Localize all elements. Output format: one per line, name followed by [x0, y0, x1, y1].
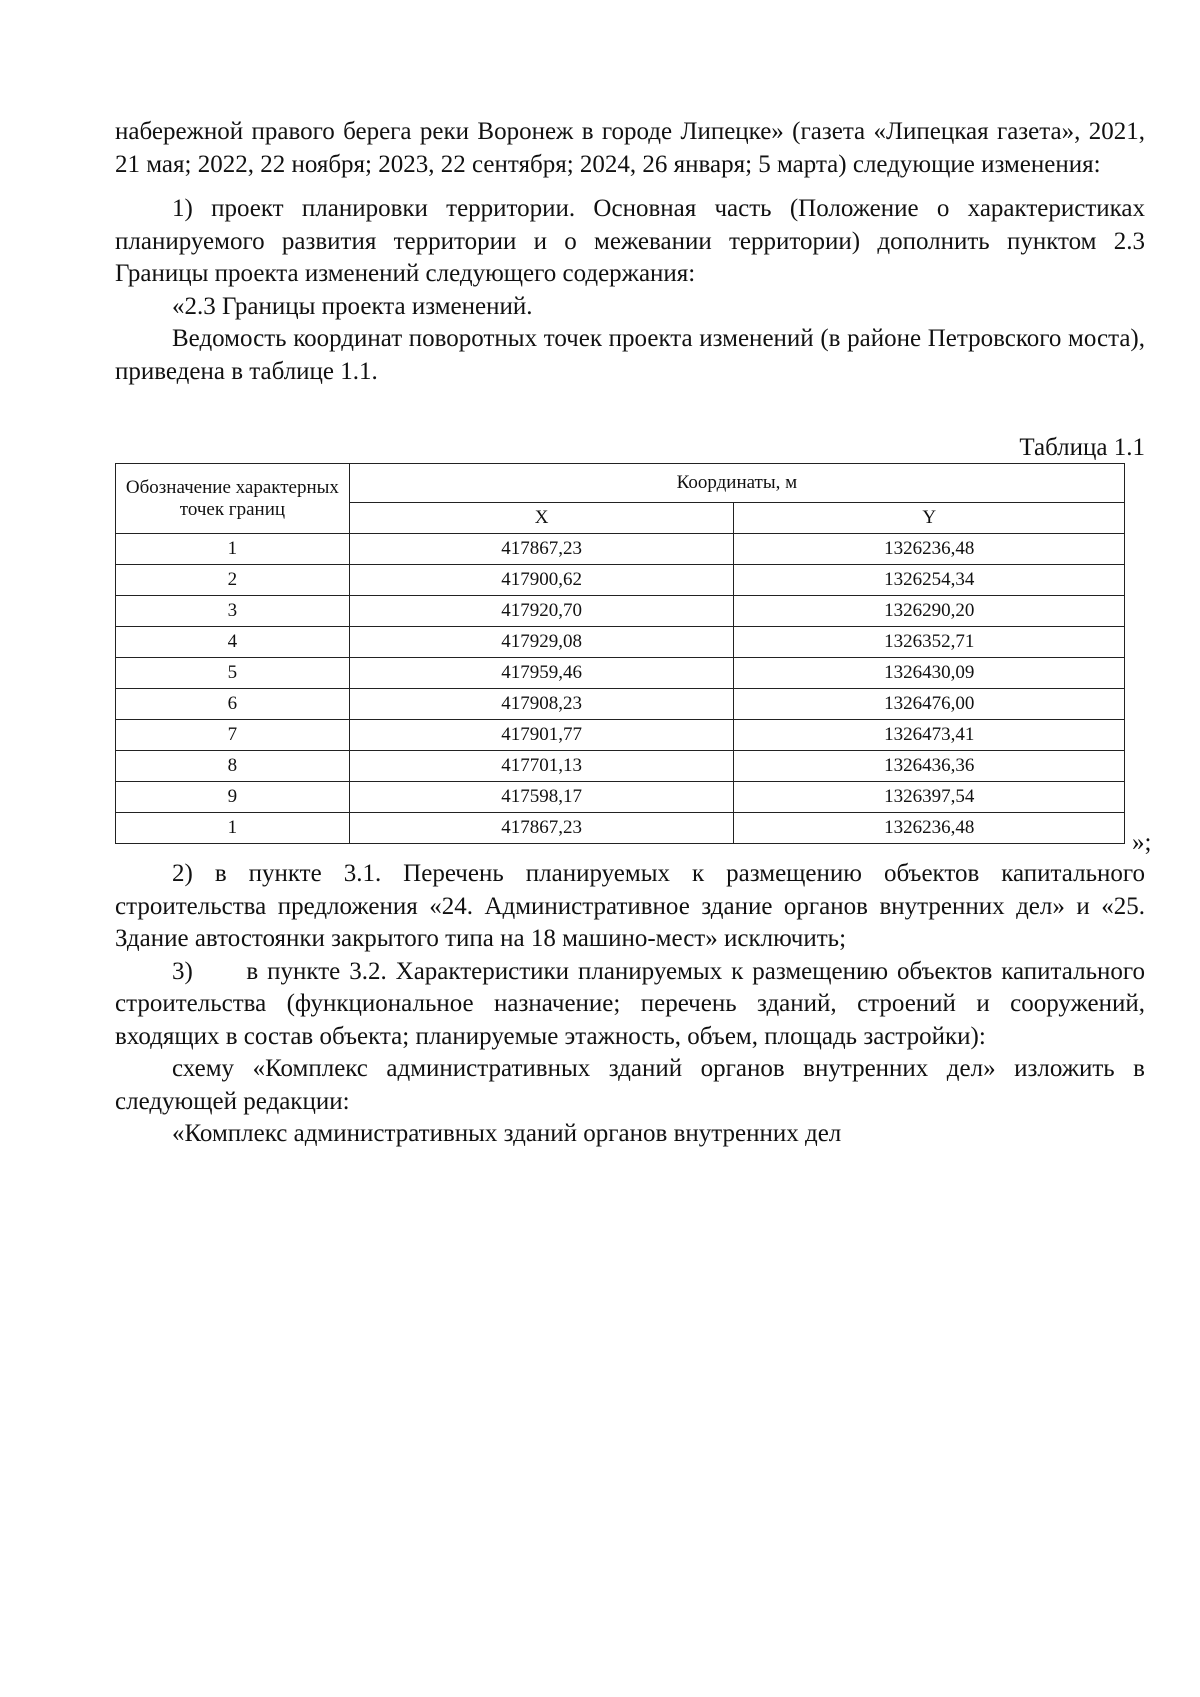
item2-paragraph: 2) в пункте 3.1. Перечень планируемых к размещению объектов капитального строительства предложения «24. Административное здание органов внутренних дел» и «25. Здание автостоянки закрытого типа на 18 машино-мест» исключить; [115, 860, 1145, 952]
y-coordinate-cell: 1326476,00 [734, 689, 1125, 720]
coordinates-table [115, 463, 1125, 844]
point-number-cell: 3 [116, 596, 350, 627]
x-coordinate-cell: 417901,77 [349, 720, 734, 751]
table-row [116, 813, 1125, 844]
x-coordinate-cell: 417598,17 [349, 782, 734, 813]
paragraph-gap [115, 181, 1145, 193]
intro-paragraph: набережной правого берега реки Воронеж в городе Липецке» (газета «Липецкая газета», 2021, 21 мая; 2022, 22 ноября; 2023, 22 сентября; 2024, 26 января; 5 марта) следующие изменения: [115, 118, 1145, 178]
table-row [116, 751, 1125, 782]
x-coordinate-cell: 417908,23 [349, 689, 734, 720]
item1-paragraph: 1) проект планировки территории. Основная часть (Положение о характеристиках планируемого развития территории и о межевании территории) дополнить пунктом 2.3 Границы проекта изменений следующего содержания: [115, 195, 1145, 287]
table-row [116, 596, 1125, 627]
x-coordinate-cell: 417867,23 [349, 534, 734, 565]
y-coordinate-cell: 1326473,41 [734, 720, 1125, 751]
y-coordinate-cell: 1326430,09 [734, 658, 1125, 689]
bottom-text-block [115, 858, 1152, 1151]
point-number-cell: 6 [116, 689, 350, 720]
x-coordinate-cell: 417959,46 [349, 658, 734, 689]
table-body [116, 534, 1125, 844]
table-row [116, 720, 1125, 751]
table-row [116, 534, 1125, 565]
x-coordinate-cell: 417701,13 [349, 751, 734, 782]
y-coordinate-cell: 1326397,54 [734, 782, 1125, 813]
y-coordinate-cell: 1326352,71 [734, 627, 1125, 658]
item1-statement: Ведомость координат поворотных точек проекта изменений (в районе Петровского моста), приведена в таблице 1.1. [115, 325, 1145, 385]
table-row [116, 658, 1125, 689]
x-coordinate-cell: 417929,08 [349, 627, 734, 658]
point-number-cell: 4 [116, 627, 350, 658]
table-row [116, 565, 1125, 596]
item1-heading: «2.3 Границы проекта изменений. [172, 292, 533, 320]
table-caption: Таблица 1.1 [1019, 434, 1145, 461]
item3-scheme: схему «Комплекс административных зданий органов внутренних дел» изложить в следующей редакции: [115, 1055, 1145, 1115]
header-designation: Обозначение характерных точек границ [116, 464, 350, 534]
point-number-cell: 2 [116, 565, 350, 596]
y-coordinate-cell: 1326236,48 [734, 534, 1125, 565]
x-coordinate-cell: 417920,70 [349, 596, 734, 627]
x-coordinate-cell: 417900,62 [349, 565, 734, 596]
point-number-cell: 8 [116, 751, 350, 782]
header-y: Y [734, 503, 1125, 534]
x-coordinate-cell: 417867,23 [349, 813, 734, 844]
item3-paragraph: 3) в пункте 3.2. Характеристики планируемых к размещению объектов капитального строительства (функциональное назначение; перечень зданий, строений и сооружений, входящих в состав объекта; планируемые этажность, объем, площадь застройки): [115, 957, 1152, 1050]
point-number-cell: 7 [116, 720, 350, 751]
y-coordinate-cell: 1326236,48 [734, 813, 1125, 844]
top-text-block [115, 116, 1145, 388]
table-row [116, 782, 1125, 813]
point-number-cell: 5 [116, 658, 350, 689]
table-header-row [116, 464, 1125, 503]
y-coordinate-cell: 1326254,34 [734, 565, 1125, 596]
header-x: X [349, 503, 734, 534]
header-coordinates: Координаты, м [349, 464, 1124, 503]
closing-quote: »; [1132, 829, 1152, 856]
y-coordinate-cell: 1326436,36 [734, 751, 1125, 782]
point-number-cell: 1 [116, 813, 350, 844]
item3-title: «Комплекс административных зданий органов внутренних дел [172, 1120, 842, 1147]
point-number-cell: 9 [116, 782, 350, 813]
table-row [116, 689, 1125, 720]
point-number-cell: 1 [116, 534, 350, 565]
table-row [116, 627, 1125, 658]
y-coordinate-cell: 1326290,20 [734, 596, 1125, 627]
